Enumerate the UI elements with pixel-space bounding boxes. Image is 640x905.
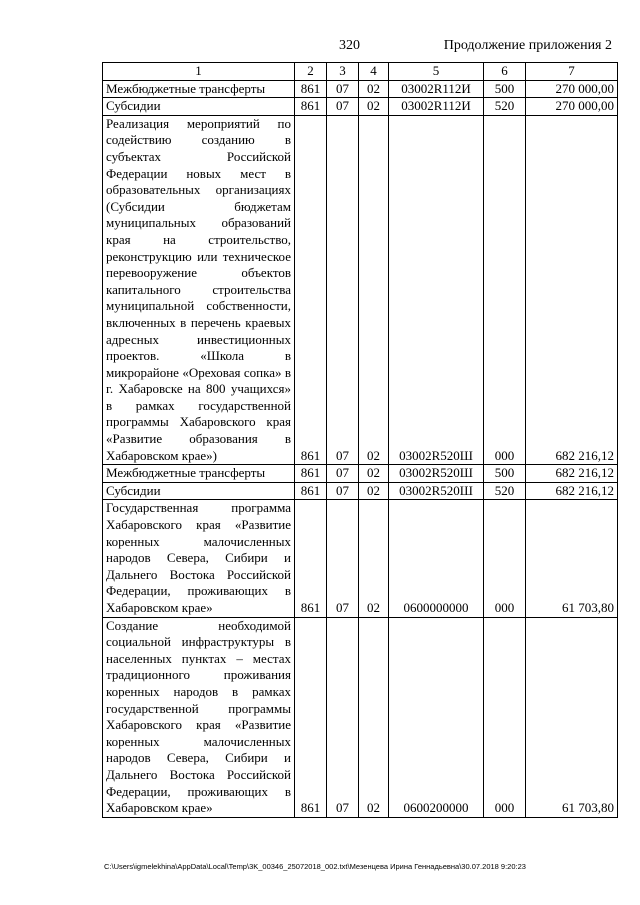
file-path-footer: C:\Users\igmelekhina\AppData\Local\Temp\3K_00346_25072018_002.txt\Мезенцева Ирина Геннадьевна\30.07.2018 9:20:23 <box>104 862 526 871</box>
row-code-section: 07 <box>327 80 359 98</box>
row-code-subsection: 02 <box>359 465 389 483</box>
row-name: Государственная программа Хабаровского края «Развитие коренных малочисленных народов Севера, Сибири и Дальнего Востока Российской Федерации, проживающих в Хабаровском крае» <box>103 500 295 617</box>
column-header: 2 <box>295 63 327 81</box>
row-amount: 61 703,80 <box>526 617 618 817</box>
row-amount: 270 000,00 <box>526 80 618 98</box>
row-code-expense-type: 000 <box>484 115 526 464</box>
row-code-target: 03002R520Ш <box>389 482 484 500</box>
row-code-expense-type: 520 <box>484 98 526 116</box>
row-code-ministry: 861 <box>295 80 327 98</box>
row-code-expense-type: 500 <box>484 465 526 483</box>
row-code-target: 03002R112И <box>389 80 484 98</box>
row-name: Субсидии <box>103 98 295 116</box>
row-code-target: 0600000000 <box>389 500 484 617</box>
column-header: 7 <box>526 63 618 81</box>
row-name: Межбюджетные трансферты <box>103 80 295 98</box>
row-code-subsection: 02 <box>359 80 389 98</box>
table-row <box>103 98 618 116</box>
row-code-section: 07 <box>327 465 359 483</box>
row-code-section: 07 <box>327 500 359 617</box>
column-header: 5 <box>389 63 484 81</box>
row-code-section: 07 <box>327 617 359 817</box>
row-code-section: 07 <box>327 98 359 116</box>
row-code-target: 03002R520Ш <box>389 465 484 483</box>
table-row <box>103 80 618 98</box>
budget-table <box>102 62 618 818</box>
row-code-expense-type: 520 <box>484 482 526 500</box>
row-amount: 61 703,80 <box>526 500 618 617</box>
row-code-section: 07 <box>327 482 359 500</box>
row-code-subsection: 02 <box>359 617 389 817</box>
table-row <box>103 115 618 464</box>
table-row <box>103 617 618 817</box>
row-code-ministry: 861 <box>295 465 327 483</box>
column-header: 3 <box>327 63 359 81</box>
row-code-target: 03002R520Ш <box>389 115 484 464</box>
row-code-target: 0600200000 <box>389 617 484 817</box>
row-name: Создание необходимой социальной инфраструктуры в населенных пунктах – местах традиционного проживания коренных народов в рамках государственной программы Хабаровского края «Развитие коренных малочисленных народов Севера, Сибири и Дальнего Востока Российской Федерации, проживающих в Хабаровском крае» <box>103 617 295 817</box>
column-header: 4 <box>359 63 389 81</box>
row-name: Межбюджетные трансферты <box>103 465 295 483</box>
row-code-ministry: 861 <box>295 617 327 817</box>
row-name: Субсидии <box>103 482 295 500</box>
row-code-expense-type: 000 <box>484 617 526 817</box>
row-code-expense-type: 000 <box>484 500 526 617</box>
row-code-ministry: 861 <box>295 98 327 116</box>
row-code-ministry: 861 <box>295 500 327 617</box>
row-code-target: 03002R112И <box>389 98 484 116</box>
row-name: Реализация мероприятий по содействию созданию в субъектах Российской Федерации новых мест в образовательных организациях (Субсидии бюджетам муниципальных образований края на строительство, реконструкцию или техническое перевооружение объектов капитального строительства муниципальной собственности, включенных в перечень краевых адресных инвестиционных проектов. «Школа в микрорайоне «Ореховая сопка» в г. Хабаровске на 800 учащихся» в рамках государственной программы Хабаровского края «Развитие образования в Хабаровском крае») <box>103 115 295 464</box>
row-amount: 682 216,12 <box>526 482 618 500</box>
row-code-ministry: 861 <box>295 115 327 464</box>
row-code-expense-type: 500 <box>484 80 526 98</box>
row-code-subsection: 02 <box>359 500 389 617</box>
column-header: 6 <box>484 63 526 81</box>
row-amount: 682 216,12 <box>526 115 618 464</box>
table-header-row <box>103 63 618 81</box>
table-row <box>103 500 618 617</box>
row-code-subsection: 02 <box>359 115 389 464</box>
continuation-label: Продолжение приложения 2 <box>443 38 612 53</box>
table-row <box>103 465 618 483</box>
row-code-section: 07 <box>327 115 359 464</box>
table-row <box>103 482 618 500</box>
column-header: 1 <box>103 63 295 81</box>
row-code-subsection: 02 <box>359 482 389 500</box>
row-code-ministry: 861 <box>295 482 327 500</box>
row-amount: 270 000,00 <box>526 98 618 116</box>
row-amount: 682 216,12 <box>526 465 618 483</box>
row-code-subsection: 02 <box>359 98 389 116</box>
page-number: 320 <box>339 38 360 53</box>
